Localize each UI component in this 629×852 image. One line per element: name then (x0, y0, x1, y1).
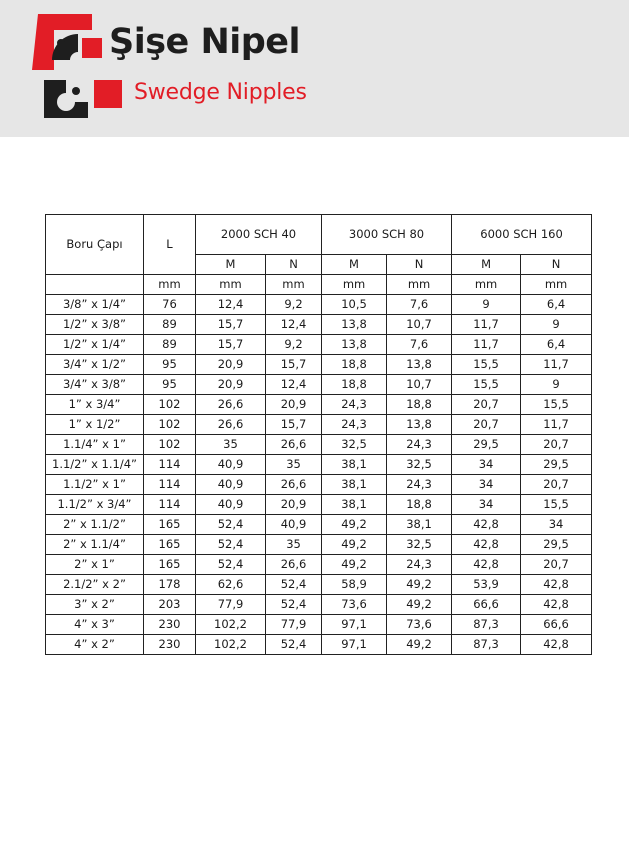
table-cell: 40,9 (266, 515, 322, 535)
table-cell: 165 (144, 535, 196, 555)
table-cell: 20,7 (521, 435, 592, 455)
table-cell: 35 (266, 535, 322, 555)
table-cell: 4” x 3” (46, 615, 144, 635)
table-cell: 49,2 (322, 515, 387, 535)
table-cell: 24,3 (322, 415, 387, 435)
table-cell: 13,8 (387, 415, 452, 435)
table-cell: 40,9 (196, 455, 266, 475)
header-length: L (144, 215, 196, 275)
unit-cell: mm (322, 275, 387, 295)
table-cell: 9,2 (266, 335, 322, 355)
unit-cell: mm (144, 275, 196, 295)
header-m: M (322, 255, 387, 275)
table-cell: 18,8 (387, 495, 452, 515)
table-cell: 20,9 (266, 495, 322, 515)
header-n: N (266, 255, 322, 275)
table-cell: 230 (144, 615, 196, 635)
table-cell: 42,8 (521, 575, 592, 595)
table-cell: 6,4 (521, 335, 592, 355)
table-cell: 20,7 (452, 395, 521, 415)
table-row (46, 515, 592, 535)
table-cell: 32,5 (387, 535, 452, 555)
table-cell: 95 (144, 355, 196, 375)
table-cell: 24,3 (387, 555, 452, 575)
table-cell: 114 (144, 495, 196, 515)
table-cell: 26,6 (266, 475, 322, 495)
table-cell: 49,2 (387, 595, 452, 615)
table-cell: 97,1 (322, 635, 387, 655)
table-cell: 6,4 (521, 295, 592, 315)
table-cell: 178 (144, 575, 196, 595)
page-header (0, 0, 629, 137)
table-row (46, 595, 592, 615)
table-cell: 13,8 (387, 355, 452, 375)
table-cell: 34 (452, 495, 521, 515)
table-cell: 34 (452, 455, 521, 475)
table-cell: 26,6 (266, 555, 322, 575)
table-row (46, 315, 592, 335)
table-cell: 20,7 (452, 415, 521, 435)
unit-cell: mm (266, 275, 322, 295)
header-pipe-size: Boru Çapı (46, 215, 144, 275)
table-cell: 102 (144, 395, 196, 415)
table-cell: 15,5 (452, 355, 521, 375)
table-cell: 40,9 (196, 475, 266, 495)
table-cell: 11,7 (521, 355, 592, 375)
table-cell: 15,7 (266, 355, 322, 375)
header-group-sch80: 3000 SCH 80 (322, 215, 452, 255)
table-row (46, 635, 592, 655)
table-cell: 165 (144, 515, 196, 535)
table-cell: 102,2 (196, 635, 266, 655)
table-cell: 40,9 (196, 495, 266, 515)
header-m: M (196, 255, 266, 275)
table-cell: 9,2 (266, 295, 322, 315)
table-cell: 24,3 (322, 395, 387, 415)
table-cell: 15,5 (452, 375, 521, 395)
table-cell: 52,4 (266, 635, 322, 655)
table-cell: 11,7 (452, 335, 521, 355)
table-cell: 114 (144, 455, 196, 475)
table-cell: 20,7 (521, 475, 592, 495)
table-cell: 15,7 (196, 335, 266, 355)
table-row (46, 415, 592, 435)
table-cell: 1.1/2” x 1.1/4” (46, 455, 144, 475)
table-cell: 2.1/2” x 2” (46, 575, 144, 595)
table-cell: 2” x 1” (46, 555, 144, 575)
table-row (46, 475, 592, 495)
table-cell: 34 (452, 475, 521, 495)
table-row (46, 555, 592, 575)
table-cell: 53,9 (452, 575, 521, 595)
table-cell: 66,6 (452, 595, 521, 615)
table-cell: 13,8 (322, 315, 387, 335)
table-cell: 10,7 (387, 315, 452, 335)
page-title: Şişe Nipel (109, 22, 301, 62)
table-cell: 42,8 (452, 535, 521, 555)
table-cell: 7,6 (387, 335, 452, 355)
header-n: N (387, 255, 452, 275)
table-cell: 1.1/2” x 1” (46, 475, 144, 495)
table-cell: 4” x 2” (46, 635, 144, 655)
table-cell: 52,4 (196, 555, 266, 575)
table-cell: 35 (266, 455, 322, 475)
table-cell: 73,6 (387, 615, 452, 635)
unit-cell: mm (452, 275, 521, 295)
table-cell: 2” x 1.1/4” (46, 535, 144, 555)
table-row (46, 455, 592, 475)
table-cell: 29,5 (452, 435, 521, 455)
table-cell: 42,8 (452, 555, 521, 575)
table-row (46, 335, 592, 355)
table-cell: 11,7 (452, 315, 521, 335)
page-subtitle: Swedge Nipples (134, 80, 307, 105)
table-cell: 9 (521, 375, 592, 395)
table-cell: 20,9 (196, 375, 266, 395)
table-cell: 9 (452, 295, 521, 315)
table-cell: 29,5 (521, 455, 592, 475)
header-group-sch160: 6000 SCH 160 (452, 215, 592, 255)
table-cell: 49,2 (387, 575, 452, 595)
table-cell: 1.1/4” x 1” (46, 435, 144, 455)
table-cell: 42,8 (452, 515, 521, 535)
table-cell: 58,9 (322, 575, 387, 595)
table-cell: 11,7 (521, 415, 592, 435)
table-cell: 2” x 1.1/2” (46, 515, 144, 535)
table-cell: 3/4” x 1/2” (46, 355, 144, 375)
table-cell: 97,1 (322, 615, 387, 635)
table-cell: 9 (521, 315, 592, 335)
table-cell: 49,2 (387, 635, 452, 655)
table-cell: 20,7 (521, 555, 592, 575)
table-cell: 24,3 (387, 475, 452, 495)
table-cell: 7,6 (387, 295, 452, 315)
table-cell: 52,4 (196, 535, 266, 555)
table-cell: 12,4 (266, 375, 322, 395)
table-cell: 18,8 (387, 395, 452, 415)
table-cell: 38,1 (322, 495, 387, 515)
table-cell: 15,7 (266, 415, 322, 435)
table-cell: 3/8” x 1/4” (46, 295, 144, 315)
table-cell: 34 (521, 515, 592, 535)
table-cell: 32,5 (387, 455, 452, 475)
table-row (46, 395, 592, 415)
table-cell: 38,1 (387, 515, 452, 535)
table-cell: 62,6 (196, 575, 266, 595)
table-cell: 1.1/2” x 3/4” (46, 495, 144, 515)
header-group-sch40: 2000 SCH 40 (196, 215, 322, 255)
table-cell: 89 (144, 335, 196, 355)
dimensions-table (45, 214, 592, 655)
table-cell: 165 (144, 555, 196, 575)
table-cell: 35 (196, 435, 266, 455)
table-cell: 114 (144, 475, 196, 495)
table-cell: 10,7 (387, 375, 452, 395)
table-row (46, 535, 592, 555)
table-row (46, 355, 592, 375)
table-cell: 52,4 (266, 575, 322, 595)
table-cell: 66,6 (521, 615, 592, 635)
table-cell: 20,9 (196, 355, 266, 375)
unit-cell: mm (521, 275, 592, 295)
table-cell: 95 (144, 375, 196, 395)
unit-cell: mm (387, 275, 452, 295)
table-cell: 29,5 (521, 535, 592, 555)
table-cell: 32,5 (322, 435, 387, 455)
table-cell: 1/2” x 1/4” (46, 335, 144, 355)
table-cell: 87,3 (452, 615, 521, 635)
table-row (46, 495, 592, 515)
table-cell: 76 (144, 295, 196, 315)
unit-cell: mm (196, 275, 266, 295)
table-cell: 230 (144, 635, 196, 655)
table-cell: 52,4 (266, 595, 322, 615)
table-cell: 87,3 (452, 635, 521, 655)
table-cell: 102 (144, 435, 196, 455)
table-cell: 73,6 (322, 595, 387, 615)
table-cell: 26,6 (266, 435, 322, 455)
table-cell: 1” x 3/4” (46, 395, 144, 415)
table-cell: 52,4 (196, 515, 266, 535)
table-row (46, 295, 592, 315)
table-cell: 12,4 (266, 315, 322, 335)
table-cell: 77,9 (196, 595, 266, 615)
table-cell: 89 (144, 315, 196, 335)
table-row (46, 375, 592, 395)
table-cell: 20,9 (266, 395, 322, 415)
table-cell: 26,6 (196, 415, 266, 435)
table-cell: 42,8 (521, 595, 592, 615)
table-cell: 38,1 (322, 475, 387, 495)
unit-cell-blank (46, 275, 144, 295)
table-body (46, 295, 592, 655)
table-cell: 42,8 (521, 635, 592, 655)
table-cell: 15,5 (521, 495, 592, 515)
table-cell: 1/2” x 3/8” (46, 315, 144, 335)
table-cell: 1” x 1/2” (46, 415, 144, 435)
table-cell: 49,2 (322, 535, 387, 555)
table-cell: 13,8 (322, 335, 387, 355)
header-m: M (452, 255, 521, 275)
table-cell: 3/4” x 3/8” (46, 375, 144, 395)
table-cell: 24,3 (387, 435, 452, 455)
table-cell: 77,9 (266, 615, 322, 635)
table-row (46, 615, 592, 635)
table-cell: 38,1 (322, 455, 387, 475)
table-cell: 203 (144, 595, 196, 615)
table-cell: 15,7 (196, 315, 266, 335)
table-row (46, 575, 592, 595)
table-cell: 12,4 (196, 295, 266, 315)
table-row (46, 435, 592, 455)
table-cell: 26,6 (196, 395, 266, 415)
table-cell: 10,5 (322, 295, 387, 315)
table-cell: 3” x 2” (46, 595, 144, 615)
table-cell: 102 (144, 415, 196, 435)
table-cell: 15,5 (521, 395, 592, 415)
table-cell: 102,2 (196, 615, 266, 635)
table-cell: 49,2 (322, 555, 387, 575)
table-cell: 18,8 (322, 355, 387, 375)
table-cell: 18,8 (322, 375, 387, 395)
header-n: N (521, 255, 592, 275)
